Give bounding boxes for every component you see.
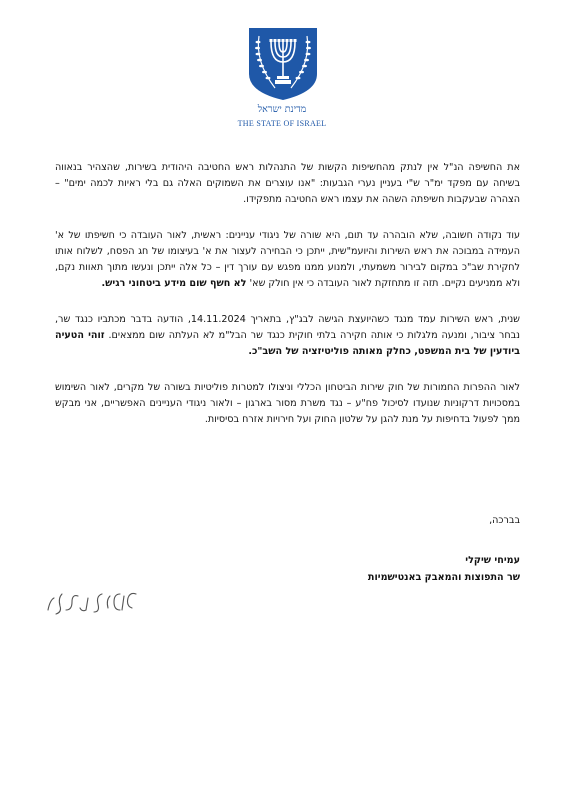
signer-title: שר התפוצות והמאבק באנטישמיות xyxy=(367,572,520,583)
paragraph-1: את החשיפה הנ"ל אין לנתק מהחשיפות הקשות של התנהלות ראש החטיבה היהודית בשירות, שהצהיר בנאווה בשיחה עם מפקד ימ"ר ש"י בעניין נערי הגבעות: "אנו עוצרים את השמוקים האלה גם בלי ראיות לכמה ימים" – הצהרה שבעקבות חשיפתה השהה את עצמו ראש החטיבה מתפקידו. xyxy=(55,162,520,205)
state-name-english: THE STATE OF ISRAEL xyxy=(237,119,327,128)
paragraph-2 xyxy=(55,228,520,292)
closing-greeting: בברכה, xyxy=(489,515,520,526)
paragraph-2-text: עוד נקודה חשובה, שלא הובהרה עד תום, היא שורה של ניגודי עניינים: ראשית, לאור העובדה כי חשיפתו של א' העמידה במבוכה את ראש השירות והיועמ"שית, ייתכן כי הבחירה לעצור את א' בעיצומו של חג הפסח, לשלוח אותו לחקירת שב"כ במקום לבירור משמעתי, ולמנוע ממנו מפגש עם עורך דין – כל אלה ייתכן ונעשו מתוך תאוות נקם, ולא ממניעים נקיים. תזה זו מתחזקת לאור העובדה כי אין חולק שא' xyxy=(55,230,520,289)
state-name-hebrew: מדינת ישראל xyxy=(257,104,307,115)
signer-name: עמיחי שיקלי xyxy=(465,555,520,566)
paragraph-4: לאור ההפרות החמורות של חוק שירות הביטחון הכללי וניצולו למטרות פוליטיות בשורה של מקרים, לאור השימוש במסכויות דרקוניות שנועדו לסיכול פח"ע – נגד משרת מסור בארגון – ולאור ניגודי העניינים האפשריים, אני מבקש ממך לפעול בדחיפות על מנת להגן על שלטון החוק ועל חירויות אזרח בסיסיות. xyxy=(55,382,520,425)
paragraph-3-text: שנית, ראש השירות עמד מנגד כשהיועצת הגישה לבג"ץ, בתאריך 14.11.2024, הודעה בדבר מכתביו כנגד שר, נבחר ציבור, ומנעה מלגלות כי אותה חקירה בלתי חוקית כנגד שר הבל"מ לא העלתה שום ממצאים. xyxy=(55,314,520,341)
paragraph-3-bold: זוהי הטעיה ביודעין של בית המשפט, כחלק מאותה פוליטיזציה של השב"כ. xyxy=(55,330,520,357)
paragraph-3 xyxy=(55,312,520,360)
paragraph-2-bold: לא חשף שום מידע ביטחוני רגיש. xyxy=(101,278,247,289)
letter-body xyxy=(55,160,520,428)
menorah-emblem-icon xyxy=(245,26,321,102)
handwritten-signature xyxy=(40,588,140,618)
